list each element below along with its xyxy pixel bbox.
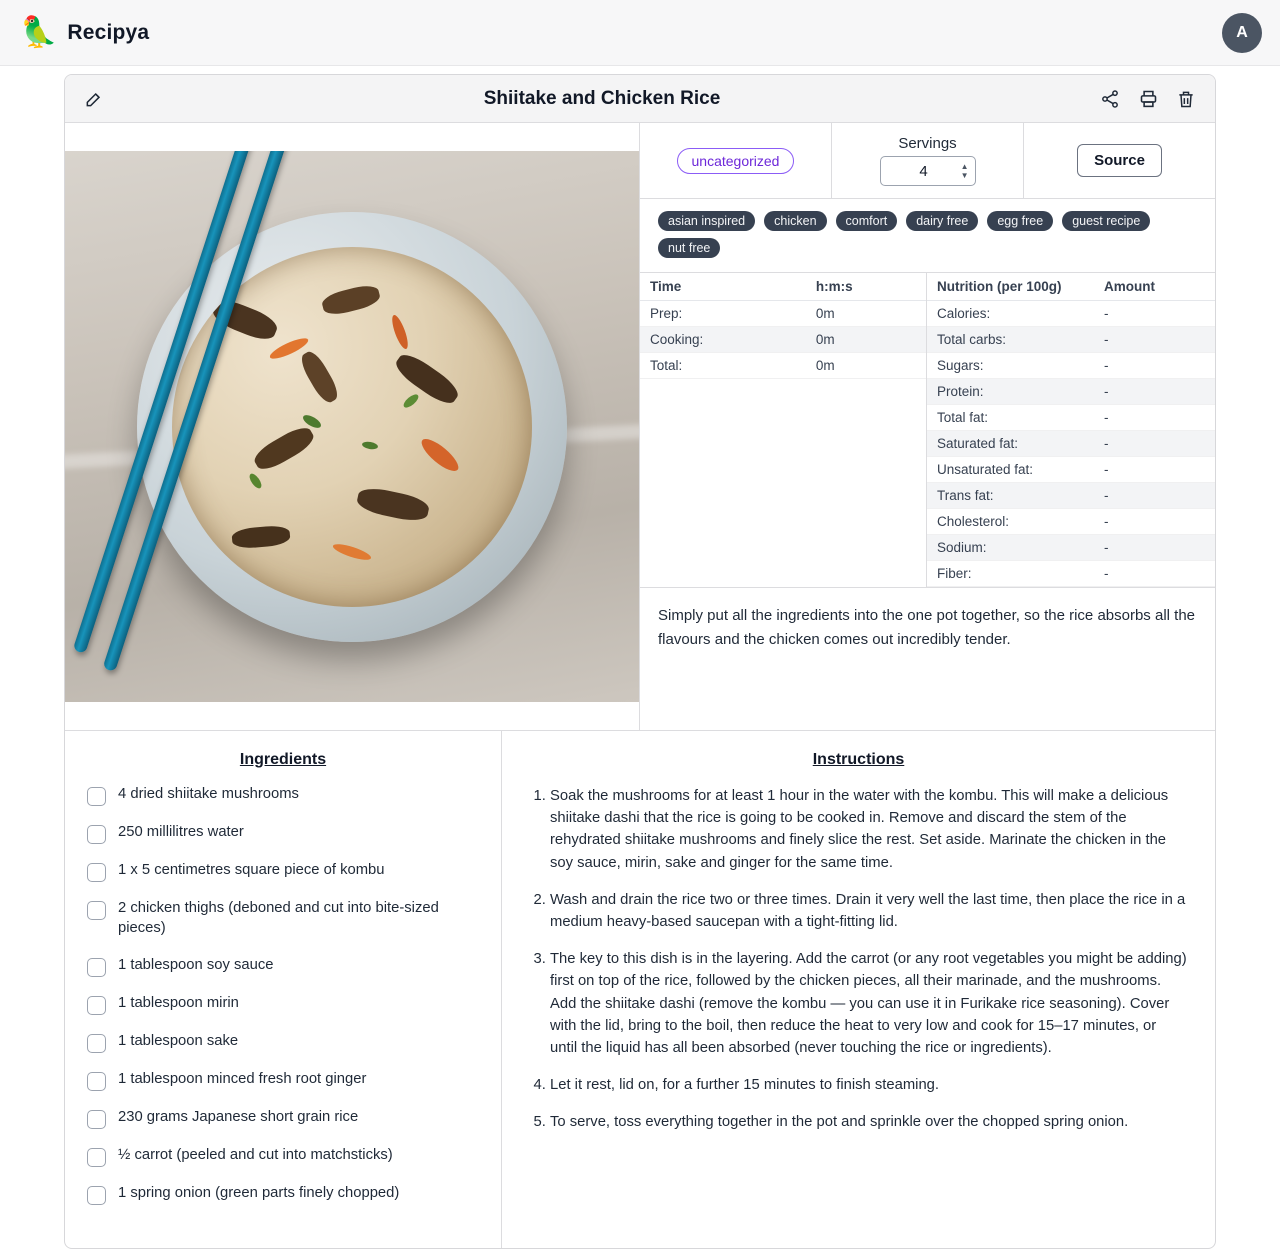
table-row [640, 301, 926, 327]
tag-list [640, 199, 1215, 273]
category-cell [640, 123, 832, 198]
nutrition-label: Protein: [927, 379, 1094, 405]
nutrition-value: - [1094, 457, 1215, 483]
parrot-logo-icon: 🦜 [20, 15, 58, 49]
table-row [927, 301, 1215, 327]
ingredient-label: 1 tablespoon minced fresh root ginger [118, 1070, 367, 1087]
time-label: Prep: [640, 301, 806, 327]
nutrition-value: - [1094, 535, 1215, 561]
nutrition-label: Cholesterol: [927, 509, 1094, 535]
tag-item[interactable]: asian inspired [658, 211, 755, 231]
time-value: 0m [806, 327, 926, 353]
ingredient-checkbox[interactable] [87, 825, 106, 844]
tag-item[interactable]: guest recipe [1062, 211, 1150, 231]
ingredient-checkbox[interactable] [87, 787, 106, 806]
ingredient-checkbox[interactable] [87, 1148, 106, 1167]
list-item[interactable] [87, 823, 479, 844]
servings-label: Servings [898, 135, 957, 152]
nutrition-value: - [1094, 561, 1215, 587]
time-label: Total: [640, 353, 806, 379]
avatar[interactable] [1222, 13, 1262, 53]
servings-stepper[interactable] [880, 156, 976, 186]
list-item: 2. Wash and drain the rice two or three times. Drain it very well the last time, then place the rice in a medium heavy-based saucepan with a tight-fitting lid. [550, 889, 1187, 933]
instruction-list [530, 785, 1187, 1133]
time-value: 0m [806, 353, 926, 379]
ingredient-label: 1 tablespoon mirin [118, 994, 239, 1011]
tag-item[interactable]: comfort [836, 211, 898, 231]
table-row [927, 457, 1215, 483]
ingredient-label: 1 tablespoon sake [118, 1032, 239, 1049]
ingredient-label: 230 grams Japanese short grain rice [118, 1108, 359, 1125]
top-navbar [0, 0, 1280, 66]
nutrition-label: Total carbs: [927, 327, 1094, 353]
brand-name: Recipya [67, 20, 150, 44]
list-item: 3. The key to this dish is in the layering. Add the carrot (or any root vegetables you might be adding) first on top of the rice, followed by the chicken pieces, all their marinade, and the mushrooms. Add the shiitake dashi (remove the kombu — you can use it in Furikake rice seasoning). Cover with the lid, bring to the boil, then reduce the heat to very low and cook for 15–17 minutes, or until the liquid has all been absorbed (never touching the rice or ingredients). [550, 948, 1187, 1059]
ingredient-label: 2 chicken thighs (deboned and cut into bite-sized pieces) [118, 900, 439, 936]
list-item: 1. Soak the mushrooms for at least 1 hour in the water with the kombu. This will make a delicious shiitake dashi that the rice is going to be cooked in. Remove and discard the stem of the rehydrated shiitake mushrooms and finely slice the rest. Set aside. Marinate the chicken in the soy sauce, mirin, sake and ginger for the same time. [550, 785, 1187, 874]
list-item[interactable] [87, 1108, 479, 1129]
time-table [640, 273, 926, 379]
ingredient-checkbox[interactable] [87, 1110, 106, 1129]
trash-icon[interactable] [1173, 86, 1199, 112]
list-item[interactable] [87, 956, 479, 977]
recipe-overview [65, 123, 1215, 731]
nutrition-value: - [1094, 509, 1215, 535]
recipe-stats [640, 273, 1215, 588]
recipe-details [65, 731, 1215, 1248]
nutrition-label: Total fat: [927, 405, 1094, 431]
nutrition-value: - [1094, 301, 1215, 327]
table-row [927, 483, 1215, 509]
table-row [927, 561, 1215, 587]
page-title: Shiitake and Chicken Rice [483, 87, 721, 109]
recipe-meta-row [640, 123, 1215, 199]
list-item[interactable] [87, 994, 479, 1015]
nutrition-label: Unsaturated fat: [927, 457, 1094, 483]
table-row [927, 405, 1215, 431]
ingredient-label: ½ carrot (peeled and cut into matchsticks) [118, 1146, 393, 1163]
nutrition-value: - [1094, 431, 1215, 457]
ingredient-label: 4 dried shiitake mushrooms [118, 786, 299, 802]
nutrition-value: - [1094, 405, 1215, 431]
list-item[interactable] [87, 1070, 479, 1091]
tag-item[interactable]: chicken [764, 211, 826, 231]
table-row [640, 353, 926, 379]
nutrition-table-wrapper [927, 273, 1215, 587]
ingredient-label: 1 tablespoon soy sauce [118, 956, 274, 973]
servings-value: 4 [919, 162, 928, 180]
list-item[interactable] [87, 1032, 479, 1053]
list-item[interactable] [87, 861, 479, 882]
nutrition-header-label: Nutrition (per 100g) [927, 273, 1094, 301]
ingredient-checkbox[interactable] [87, 1072, 106, 1091]
table-row [640, 327, 926, 353]
ingredient-checkbox[interactable] [87, 863, 106, 882]
nutrition-label: Trans fat: [927, 483, 1094, 509]
nutrition-value: - [1094, 483, 1215, 509]
recipe-card [64, 74, 1216, 1249]
servings-cell [832, 123, 1024, 198]
ingredient-label: 1 spring onion (green parts finely chopped) [118, 1184, 400, 1201]
instructions-section [502, 731, 1215, 1248]
list-item: 4. Let it rest, lid on, for a further 15 minutes to finish steaming. [550, 1074, 1187, 1096]
nutrition-value: - [1094, 327, 1215, 353]
nutrition-value: - [1094, 379, 1215, 405]
table-row [927, 327, 1215, 353]
list-item: 5. To serve, toss everything together in the pot and sprinkle over the chopped spring onion. [550, 1111, 1187, 1133]
source-button[interactable]: Source [1077, 144, 1162, 177]
nutrition-value: - [1094, 353, 1215, 379]
time-header-value: h:m:s [806, 273, 926, 301]
recipe-card-header [65, 75, 1215, 123]
ingredient-label: 1 x 5 centimetres square piece of kombu [118, 862, 385, 878]
ingredient-checkbox[interactable] [87, 958, 106, 977]
nutrition-label: Calories: [927, 301, 1094, 327]
table-row [927, 353, 1215, 379]
ingredient-checkbox[interactable] [87, 901, 106, 920]
nutrition-table [927, 273, 1215, 587]
nutrition-label: Sugars: [927, 353, 1094, 379]
instructions-title: Instructions [812, 751, 905, 768]
tag-item[interactable]: egg free [987, 211, 1053, 231]
ingredient-checkbox[interactable] [87, 1186, 106, 1205]
tag-item[interactable]: nut free [658, 238, 720, 258]
ingredient-checkbox[interactable] [87, 996, 106, 1015]
time-value: 0m [806, 301, 926, 327]
printer-icon[interactable] [1135, 86, 1161, 112]
time-label: Cooking: [640, 327, 806, 353]
list-item[interactable] [87, 785, 479, 806]
list-item[interactable] [87, 1146, 479, 1167]
nutrition-label: Fiber: [927, 561, 1094, 587]
recipe-description: Simply put all the ingredients into the one pot together, so the rice absorbs all the flavours and the chicken comes out incredibly tender. [658, 607, 1195, 648]
table-row [927, 509, 1215, 535]
nutrition-label: Saturated fat: [927, 431, 1094, 457]
nutrition-header-amount: Amount [1094, 273, 1215, 301]
table-row [927, 431, 1215, 457]
recipe-actions [1097, 86, 1199, 112]
nutrition-label: Sodium: [927, 535, 1094, 561]
ingredient-checkbox[interactable] [87, 1034, 106, 1053]
table-row [927, 535, 1215, 561]
brand[interactable] [20, 15, 150, 49]
recipe-image-container [65, 123, 640, 730]
pencil-icon[interactable] [81, 86, 107, 112]
ingredient-label: 250 millilitres water [118, 824, 244, 840]
avatar-initial: A [1236, 24, 1248, 41]
recipe-meta-column [640, 123, 1215, 730]
ingredients-title: Ingredients [239, 751, 327, 768]
time-header-label: Time [640, 273, 806, 301]
tag-item[interactable]: dairy free [906, 211, 978, 231]
time-table-wrapper [640, 273, 927, 587]
recipe-image [65, 151, 639, 702]
table-row [927, 379, 1215, 405]
list-item[interactable] [87, 1184, 479, 1205]
category-badge[interactable]: uncategorized [677, 148, 795, 174]
share-icon[interactable] [1097, 86, 1123, 112]
spinner-icon[interactable]: ▲ ▼ [960, 161, 969, 180]
ingredients-section [65, 731, 502, 1248]
list-item[interactable] [87, 899, 479, 939]
source-cell [1024, 123, 1215, 198]
